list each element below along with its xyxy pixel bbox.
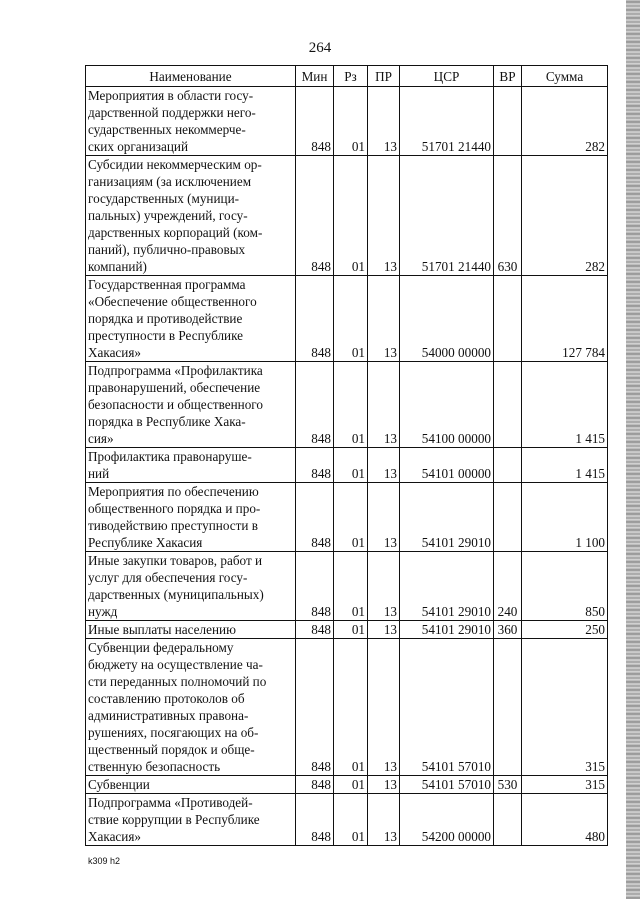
table-row bbox=[86, 776, 608, 794]
table-header-row bbox=[86, 66, 608, 87]
table-row bbox=[86, 639, 608, 776]
table-row bbox=[86, 483, 608, 552]
header-pr: ПР bbox=[368, 66, 400, 87]
table-row bbox=[86, 448, 608, 483]
cell-vr bbox=[494, 639, 522, 776]
cell-name-line: рушениях, посягающих на об- bbox=[88, 725, 259, 740]
cell-min: 848 bbox=[296, 483, 334, 552]
cell-min: 848 bbox=[296, 276, 334, 362]
cell-name bbox=[86, 87, 296, 156]
cell-pr: 13 bbox=[368, 621, 400, 639]
cell-name-line: пальных) учреждений, госу- bbox=[88, 208, 248, 223]
cell-pr: 13 bbox=[368, 552, 400, 621]
cell-name bbox=[86, 276, 296, 362]
cell-name-line: ских организаций bbox=[88, 139, 189, 154]
cell-min: 848 bbox=[296, 156, 334, 276]
cell-csr: 54101 00000 bbox=[400, 448, 494, 483]
cell-rz: 01 bbox=[334, 639, 368, 776]
cell-csr: 54000 00000 bbox=[400, 276, 494, 362]
cell-name-line: нужд bbox=[88, 604, 118, 619]
cell-rz: 01 bbox=[334, 448, 368, 483]
cell-name-line: ствие коррупции в Республике bbox=[88, 812, 260, 827]
cell-vr: 360 bbox=[494, 621, 522, 639]
cell-vr bbox=[494, 448, 522, 483]
cell-name-line: сия» bbox=[88, 431, 114, 446]
header-csr: ЦСР bbox=[400, 66, 494, 87]
cell-name-line: Подпрограмма «Профилактика bbox=[88, 363, 263, 378]
cell-csr: 54101 29010 bbox=[400, 552, 494, 621]
cell-name-line: Подпрограмма «Противодей- bbox=[88, 795, 253, 810]
cell-name-line: Мероприятия в области госу- bbox=[88, 88, 254, 103]
cell-name-line: бюджету на осуществление ча- bbox=[88, 657, 263, 672]
cell-sum: 282 bbox=[522, 87, 608, 156]
cell-rz: 01 bbox=[334, 552, 368, 621]
budget-table bbox=[85, 65, 608, 846]
cell-pr: 13 bbox=[368, 483, 400, 552]
cell-pr: 13 bbox=[368, 87, 400, 156]
cell-csr: 54200 00000 bbox=[400, 794, 494, 846]
cell-pr: 13 bbox=[368, 448, 400, 483]
cell-name bbox=[86, 362, 296, 448]
cell-name-line: административных правона- bbox=[88, 708, 249, 723]
table-row bbox=[86, 156, 608, 276]
cell-pr: 13 bbox=[368, 362, 400, 448]
cell-min: 848 bbox=[296, 552, 334, 621]
cell-name-line: правонарушений, обеспечение bbox=[88, 380, 261, 395]
table-row bbox=[86, 362, 608, 448]
header-sum: Сумма bbox=[522, 66, 608, 87]
cell-name-line: дарственных корпораций (ком- bbox=[88, 225, 263, 240]
cell-name bbox=[86, 776, 296, 794]
cell-sum: 1 415 bbox=[522, 362, 608, 448]
cell-sum: 127 784 bbox=[522, 276, 608, 362]
cell-vr bbox=[494, 87, 522, 156]
cell-name-line: Республике Хакасия bbox=[88, 535, 203, 550]
cell-vr bbox=[494, 794, 522, 846]
cell-name-line: сударственных некоммерче- bbox=[88, 122, 246, 137]
cell-rz: 01 bbox=[334, 362, 368, 448]
cell-name-line: государственных (муници- bbox=[88, 191, 240, 206]
cell-name-line: порядка и противодействие bbox=[88, 311, 243, 326]
cell-name-line: общественного порядка и про- bbox=[88, 501, 261, 516]
cell-name bbox=[86, 552, 296, 621]
cell-name-line: Иные выплаты населению bbox=[88, 622, 236, 637]
cell-name-line: услуг для обеспечения госу- bbox=[88, 570, 248, 585]
cell-vr: 530 bbox=[494, 776, 522, 794]
cell-csr: 54101 57010 bbox=[400, 776, 494, 794]
cell-name-line: Хакасия» bbox=[88, 829, 142, 844]
cell-min: 848 bbox=[296, 362, 334, 448]
cell-name bbox=[86, 639, 296, 776]
cell-name-line: сти переданных полномочий по bbox=[88, 674, 267, 689]
table-row bbox=[86, 87, 608, 156]
cell-vr: 240 bbox=[494, 552, 522, 621]
cell-name-line: тиводействию преступности в bbox=[88, 518, 258, 533]
cell-name-line: дарственной поддержки него- bbox=[88, 105, 256, 120]
cell-csr: 54101 29010 bbox=[400, 621, 494, 639]
footer-code: k309 h2 bbox=[88, 856, 121, 866]
cell-sum: 315 bbox=[522, 639, 608, 776]
header-min: Мин bbox=[296, 66, 334, 87]
cell-name-line: щественный порядок и обще- bbox=[88, 742, 255, 757]
cell-min: 848 bbox=[296, 448, 334, 483]
cell-name-line: «Обеспечение общественного bbox=[88, 294, 257, 309]
cell-name bbox=[86, 448, 296, 483]
table-row bbox=[86, 621, 608, 639]
page-number: 264 bbox=[308, 40, 332, 56]
cell-csr: 51701 21440 bbox=[400, 156, 494, 276]
cell-name-line: компаний) bbox=[88, 259, 147, 274]
cell-name-line: Субвенции федеральному bbox=[88, 640, 234, 655]
cell-vr bbox=[494, 362, 522, 448]
header-vr: ВР bbox=[494, 66, 522, 87]
header-rz: Рз bbox=[334, 66, 368, 87]
cell-csr: 54100 00000 bbox=[400, 362, 494, 448]
cell-sum: 250 bbox=[522, 621, 608, 639]
cell-name bbox=[86, 794, 296, 846]
cell-sum: 1 415 bbox=[522, 448, 608, 483]
cell-csr: 54101 57010 bbox=[400, 639, 494, 776]
cell-pr: 13 bbox=[368, 639, 400, 776]
cell-min: 848 bbox=[296, 621, 334, 639]
cell-pr: 13 bbox=[368, 156, 400, 276]
cell-pr: 13 bbox=[368, 276, 400, 362]
cell-name-line: Субвенции bbox=[88, 777, 150, 792]
cell-min: 848 bbox=[296, 776, 334, 794]
cell-rz: 01 bbox=[334, 776, 368, 794]
cell-rz: 01 bbox=[334, 87, 368, 156]
cell-name-line: Субсидии некоммерческим ор- bbox=[88, 157, 262, 172]
cell-name-line: преступности в Республике bbox=[88, 328, 244, 343]
cell-name-line: ственную безопасность bbox=[88, 759, 221, 774]
cell-csr: 51701 21440 bbox=[400, 87, 494, 156]
table-row bbox=[86, 276, 608, 362]
table-row bbox=[86, 794, 608, 846]
header-name: Наименование bbox=[86, 66, 296, 87]
cell-name-line: ганизациям (за исключением bbox=[88, 174, 252, 189]
cell-name-line: Мероприятия по обеспечению bbox=[88, 484, 259, 499]
cell-sum: 1 100 bbox=[522, 483, 608, 552]
cell-vr bbox=[494, 276, 522, 362]
cell-rz: 01 bbox=[334, 483, 368, 552]
cell-name-line: паний), публично-правовых bbox=[88, 242, 246, 257]
cell-name-line: Государственная программа bbox=[88, 277, 246, 292]
cell-name-line: Хакасия» bbox=[88, 345, 142, 360]
cell-rz: 01 bbox=[334, 794, 368, 846]
cell-name bbox=[86, 621, 296, 639]
cell-name bbox=[86, 156, 296, 276]
cell-rz: 01 bbox=[334, 156, 368, 276]
cell-name-line: составлению протоколов об bbox=[88, 691, 245, 706]
cell-sum: 315 bbox=[522, 776, 608, 794]
cell-rz: 01 bbox=[334, 621, 368, 639]
cell-name-line: Иные закупки товаров, работ и bbox=[88, 553, 263, 568]
cell-name bbox=[86, 483, 296, 552]
cell-min: 848 bbox=[296, 87, 334, 156]
cell-min: 848 bbox=[296, 639, 334, 776]
cell-vr: 630 bbox=[494, 156, 522, 276]
cell-name-line: ний bbox=[88, 466, 110, 481]
cell-name-line: Профилактика правонаруше- bbox=[88, 449, 252, 464]
cell-pr: 13 bbox=[368, 794, 400, 846]
cell-vr bbox=[494, 483, 522, 552]
table-row bbox=[86, 552, 608, 621]
cell-sum: 480 bbox=[522, 794, 608, 846]
cell-pr: 13 bbox=[368, 776, 400, 794]
scan-edge-shadow bbox=[626, 0, 640, 899]
cell-name-line: дарственных (муниципальных) bbox=[88, 587, 264, 602]
cell-name-line: безопасности и общественного bbox=[88, 397, 263, 412]
cell-sum: 850 bbox=[522, 552, 608, 621]
cell-sum: 282 bbox=[522, 156, 608, 276]
cell-name-line: порядка в Республике Хака- bbox=[88, 414, 246, 429]
cell-min: 848 bbox=[296, 794, 334, 846]
cell-rz: 01 bbox=[334, 276, 368, 362]
cell-csr: 54101 29010 bbox=[400, 483, 494, 552]
